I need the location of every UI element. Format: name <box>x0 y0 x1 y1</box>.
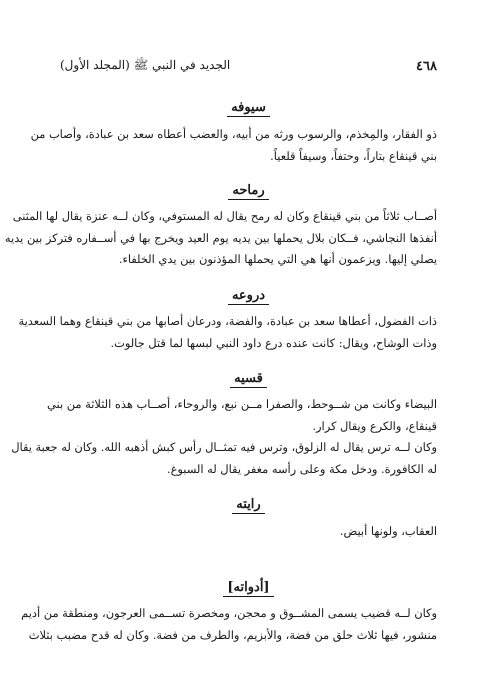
section-body-spears <box>4 206 437 271</box>
section-body-banner <box>58 521 437 543</box>
section-title-tools: [أدواته] <box>0 580 497 595</box>
text-line: البيضاء وكانت من شــوحط، والصفرا مــن نبع، والروحاء، أصــاب هذه الثلاثة من بني <box>47 397 437 411</box>
text-line: بني قينقاع بتاراً، وحتفاً، وسيفاً قلعياً. <box>270 148 437 163</box>
text-line: وكان لــه قضيب يسمى المشــوق و محجن، ومخصرة تســمى العرجون، ومنطقة من أديم <box>21 606 437 620</box>
running-title: الجديد في النبي ﷺ (المجلد الأول) <box>60 57 231 72</box>
text-line: له الكافورة. ودخل مكة وعلى رأسه مغفر يقال له السبوغ. <box>166 461 437 476</box>
section-body-bows <box>11 394 437 480</box>
section-body-armor <box>18 311 437 354</box>
section-title-bows: قسيه <box>0 371 497 386</box>
text-line: وكان لــه ترس يقال له الزلوق، وترس فيه تمثــال رأس كبش أذهبه الله. وكان له جعبة يقال <box>11 440 437 454</box>
text-line: أنفذها النجاشي، فــكان بلال يحملها بين يديه يوم العيد ويخرج بها في أســفاره فتركز بين يديه <box>4 230 437 245</box>
section-title-swords: سيوفه <box>0 100 497 115</box>
text-line: يصلي إليها. ويزعمون أنها هي التي يحملها المؤذنون بين يدي الخلفاء. <box>118 252 437 266</box>
section-body-tools <box>21 603 437 646</box>
text-line: أصــاب ثلاثاً من بني قينقاع وكان له رمح يقال له المستوفي، وكان لــه عنزة يقال لها المثنى <box>12 209 437 223</box>
section-body-swords <box>30 124 437 167</box>
section-title-spears: رماحه <box>0 183 497 198</box>
section-title-armor: دروعه <box>0 288 497 303</box>
text-line: العقاب، ولونها أبيض. <box>339 524 437 538</box>
text-line: وذات الوشاح، ويقال: كانت عنده درع داود النبي لبسها لما قتل جالوت. <box>110 335 437 350</box>
text-line: ذات الفضول، أعطاها سعد بن عبادة، والفضة، ودرعان أصابها من بني قينقاع وهما السعدية <box>18 314 437 328</box>
page-number: ٤٦٨ <box>416 58 437 74</box>
text-line: منشور، فيها ثلاث حلق من فضة، والأبزيم، والطرف من فضة. وكان له قدح مضبب بثلاث <box>28 627 437 642</box>
section-title-banner: رايته <box>0 497 497 512</box>
text-line: ذو الفقار، والمِخذم، والرسوب ورثه من أبيه، والعضب أعطاه سعد بن عبادة، وأصاب من <box>30 127 437 141</box>
page-header <box>60 56 437 76</box>
text-line: قينقاع، والكرع ويقال كرار. <box>312 418 437 433</box>
